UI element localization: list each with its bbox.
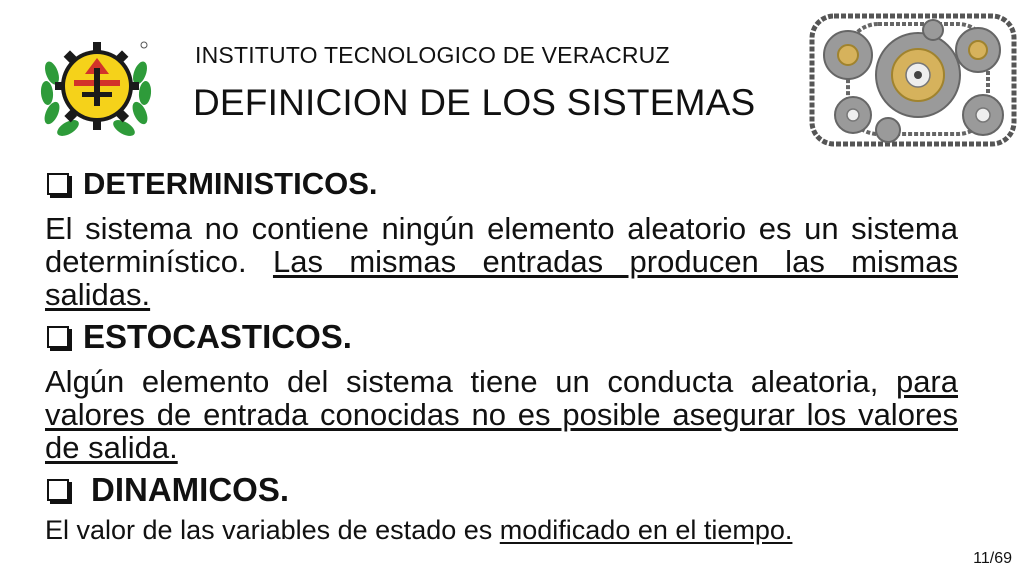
section-heading [45,472,958,508]
section-heading [45,319,958,355]
section-heading [45,166,958,202]
paragraph-text: El sistema no contiene ningún elemento aleatorio es un sistema determinístico. [45,211,958,279]
checkbox-bullet-icon [47,479,69,501]
checkbox-bullet-icon [47,173,69,195]
paragraph-estocasticos [45,365,958,464]
page-number: 11/69 [973,550,1012,567]
paragraph-underlined-text: Las mismas entradas producen las mismas salidas. [45,244,958,312]
checkbox-bullet-icon [47,326,69,348]
itv-logo [36,38,158,140]
paragraph-text: Algún elemento del sistema tiene un conducta aleatoria, [45,364,896,399]
heading-estocasticos: ESTOCASTICOS. [83,318,352,355]
institute-name: INSTITUTO TECNOLOGICO DE VERACRUZ [195,42,670,68]
paragraph-dinamicos [45,514,958,546]
slide-content [45,166,958,554]
paragraph-deterministicos [45,212,958,311]
gears-image [808,10,1018,150]
paragraph-underlined-text: modificado en el tiempo. [499,515,793,545]
paragraph-underlined-text: para valores de entrada conocidas no es posible asegurar los valores de salida. [45,364,958,465]
heading-dinamicos: DINAMICOS. [91,471,289,508]
heading-deterministicos: DETERMINISTICOS. [83,166,378,201]
paragraph-text: El valor de las variables de estado es [45,515,500,545]
page-title: DEFINICION DE LOS SISTEMAS [193,82,756,123]
